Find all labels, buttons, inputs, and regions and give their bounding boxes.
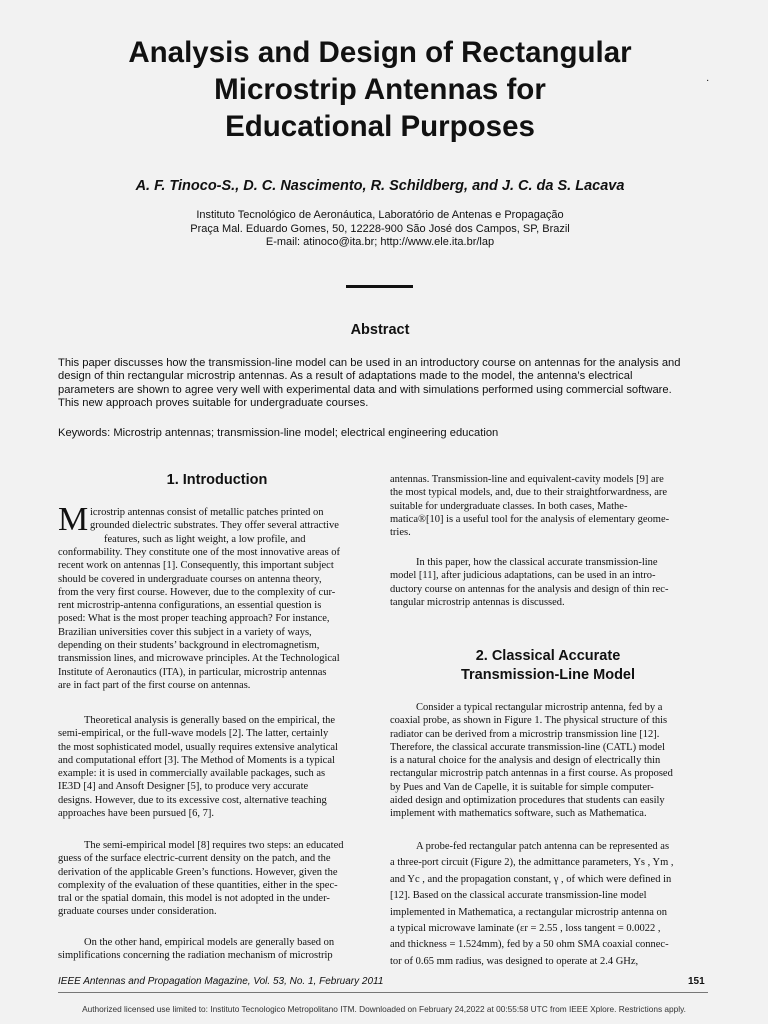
text-line: Therefore, the classical accurate transmission-line (CATL) model <box>390 741 665 753</box>
text-line: Brazilian universities cover this subject in a variety of ways, <box>58 626 312 638</box>
text-line: and Yc , and the propagation constant, γ , of which were defined in <box>390 873 672 885</box>
text-line: tangular microstrip antennas is discussed. <box>390 596 565 608</box>
heading-line: Transmission-Line Model <box>460 667 636 683</box>
text-line: a typical microwave laminate (εr = 2.55 , loss tangent = 0.0022 , <box>390 923 661 935</box>
text-line: graduate courses under consideration. <box>58 906 217 918</box>
column-2-para-1 <box>390 473 706 539</box>
title-line: Educational Purposes <box>225 110 535 143</box>
text-line: by Pues and Van de Capelle, it is suitable for simple computer- <box>390 781 654 793</box>
text-line: antennas. Transmission-line and equivalent-cavity models [9] are <box>390 474 664 485</box>
section-1-para-1 <box>58 546 376 692</box>
text-line: guess of the surface electric-current density on the patch, and the <box>58 853 331 865</box>
text-line: In this paper, how the classical accurate transmission-line <box>416 557 658 568</box>
text-line: should be covered in undergraduate courses on antenna theory, <box>58 573 322 585</box>
text-line: approaches have been pursued [6, 7]. <box>58 808 214 820</box>
text-line: the most sophisticated model, usually requires extensive analytical <box>58 741 338 753</box>
section-1-heading: 1. Introduction <box>166 472 268 488</box>
text-line: is a natural choice for the analysis and design of electrically thin <box>390 755 661 767</box>
paper-title <box>60 34 700 145</box>
journal-footer: IEEE Antennas and Propagation Magazine, Vol. 53, No. 1, February 2011 <box>58 976 384 987</box>
title-separator-rule <box>346 285 413 288</box>
text-line: On the other hand, empirical models are generally based on <box>84 937 335 948</box>
column-2-para-2 <box>390 556 706 609</box>
text-line: ductory course on antennas for the analysis and design of thin rec- <box>390 583 669 595</box>
text-line: transmission lines, and microwave principles. At the Technological <box>58 653 340 665</box>
text-line: aided design and optimization procedures that students can easily <box>390 795 665 807</box>
section-2-para-2 <box>390 839 706 970</box>
page-number: 151 <box>688 976 705 987</box>
text-line: and thickness = 1.524mm), fed by a 50 ohm SMA coaxial connec- <box>390 939 669 951</box>
text-line: suitable for undergraduate classes. In both cases, Mathe- <box>390 500 628 512</box>
text-line: and computational effort [3]. The Method of Moments is a typical <box>58 754 335 766</box>
text-line: the most typical models, and, due to their straightforwardness, are <box>390 487 668 499</box>
affiliation <box>80 209 680 250</box>
text-line: icrostrip antennas consist of metallic patches printed on <box>90 507 324 518</box>
text-line: designs. However, due to its excessive cost, alternative teaching <box>58 794 327 806</box>
abstract-line: design of thin rectangular microstrip antennas. As a result of adaptations made to the model, the antenna’s electrical <box>58 370 633 383</box>
text-line: [12]. Based on the classical accurate transmission-line model <box>390 890 647 902</box>
title-line: Analysis and Design of Rectangular <box>128 36 632 69</box>
text-line: radiator can be derived from a microstrip transmission line [12]. <box>390 728 660 740</box>
text-line: Institute of Aeronautics (ITA), in particular, microstrip antennas <box>58 666 327 678</box>
affiliation-line: E-mail: atinoco@ita.br; http://www.ele.ita.br/lap <box>265 236 495 248</box>
affiliation-line: Instituto Tecnológico de Aeronáutica, Laboratório de Antenas e Propagação <box>196 209 564 221</box>
text-line: depending on their students’ background in electromagnetism, <box>58 640 320 652</box>
section-2-para-1 <box>390 701 706 821</box>
drop-cap: M <box>58 501 89 538</box>
text-line: conformability. They constitute one of the most innovative areas of <box>58 547 340 558</box>
text-line: Theoretical analysis is generally based on the empirical, the <box>84 715 336 726</box>
text-line: simplifications concerning the radiation mechanism of microstrip <box>58 950 333 962</box>
abstract-text <box>58 357 704 411</box>
text-line: posed: What is the most proper teaching approach? For instance, <box>58 613 330 625</box>
footer-rule <box>58 992 708 993</box>
section-1-para-1-dropcap-lines <box>90 506 376 546</box>
text-line: example: it is used in commercially available packages, such as <box>58 768 326 780</box>
text-line: semi-empirical, or the full-wave models [2]. The latter, certainly <box>58 728 329 740</box>
text-line: rent microstrip-antenna configurations, an essential question is <box>58 600 322 612</box>
text-line: from the very first course. However, due to the complexity of cur- <box>58 586 336 598</box>
text-line: features, such as light weight, a low profile, and <box>104 533 306 545</box>
text-line: implement with mathematics software, such as Mathematica. <box>390 808 647 820</box>
text-line: tor of 0.65 mm radius, was designed to operate at 2.4 GHz, <box>390 955 639 967</box>
abstract-line: This paper discusses how the transmission-line model can be used in an introductory course on antennas for the analysis and <box>58 357 681 369</box>
abstract-line: This new approach proves suitable for undergraduate courses. <box>58 397 369 410</box>
text-line: are in fact part of the first course on antennas. <box>58 679 251 691</box>
text-line: grounded dielectric substrates. They offer several attractive <box>90 520 339 532</box>
affiliation-line: Praça Mal. Eduardo Gomes, 50, 12228-900 São José dos Campos, SP, Brazil <box>190 222 570 235</box>
text-line: model [11], after judicious adaptations, can be used in an intro- <box>390 570 656 582</box>
text-line: rectangular microstrip patch antennas in a first course. As proposed <box>390 768 673 780</box>
heading-line: 2. Classical Accurate <box>475 648 621 664</box>
abstract-line: parameters are shown to agree very well with experimental data and with simulations performed using commercial software. <box>58 383 672 396</box>
text-line: tral or the spatial domain, this model is not adopted in the under- <box>58 893 330 905</box>
text-line: tries. <box>390 527 411 539</box>
text-line: a three-port circuit (Figure 2), the admittance parameters, Ys , Ym , <box>390 857 674 869</box>
text-line: A probe-fed rectangular patch antenna can be represented as <box>416 841 670 852</box>
text-line: Consider a typical rectangular microstrip antenna, fed by a <box>416 702 663 713</box>
section-2-heading <box>390 647 706 685</box>
section-1-para-2 <box>58 714 376 820</box>
abstract-heading: Abstract <box>350 322 410 338</box>
text-line: IE3D [4] and Ansoft Designer [5], to produce very accurate <box>58 781 309 793</box>
text-line: complexity of the evaluation of these quantities, either in the spec- <box>58 879 338 891</box>
text-line: matica®[10] is a useful tool for the analysis of elementary geome- <box>390 513 670 525</box>
text-line: coaxial probe, as shown in Figure 1. The physical structure of this <box>390 715 668 727</box>
authors: A. F. Tinoco-S., D. C. Nascimento, R. Schildberg, and J. C. da S. Lacava <box>135 178 625 194</box>
stray-dot: · <box>706 76 710 87</box>
text-line: implemented in Mathematica, a rectangular microstrip antenna on <box>390 906 667 918</box>
keywords: Keywords: Microstrip antennas; transmission-line model; electrical engineering education <box>58 427 499 439</box>
section-1-para-4 <box>58 936 376 963</box>
text-line: derivation of the applicable Green’s functions. However, given the <box>58 866 338 878</box>
text-line: The semi-empirical model [8] requires two steps: an educated <box>84 840 344 851</box>
section-1-para-3 <box>58 839 376 919</box>
text-line: recent work on antennas [1]. Consequently, this important subject <box>58 560 334 572</box>
title-line: Microstrip Antennas for <box>214 73 546 106</box>
license-notice: Authorized licensed use limited to: Instituto Tecnologico Metropolitano ITM. Downloaded on February 24,2022 at 00:55:58 UTC from IEEE Xplore. Restrictions apply. <box>82 1004 686 1014</box>
